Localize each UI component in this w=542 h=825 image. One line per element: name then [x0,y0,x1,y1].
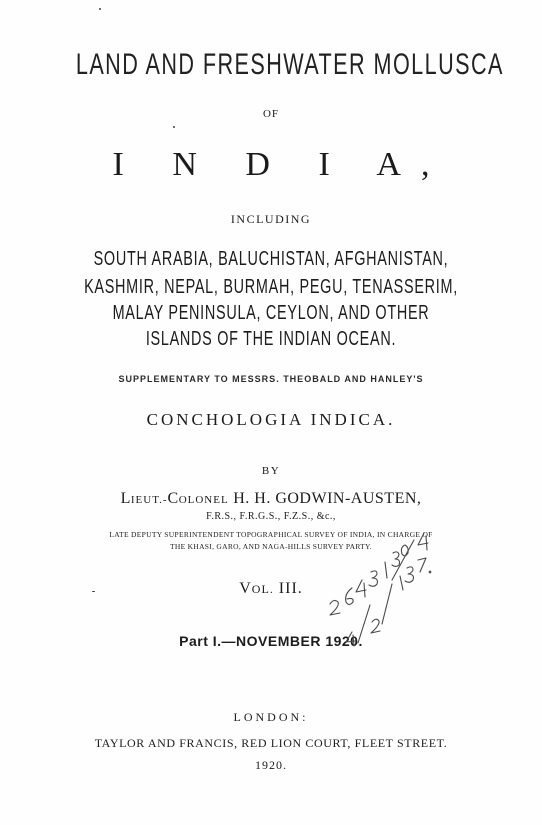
year-label: 1920. [255,758,287,772]
title-of: OF [262,108,280,120]
author-name: H. H. GODWIN-AUSTEN, [233,490,422,507]
volume-initial: V [239,580,252,597]
rank-initial: L [120,490,131,507]
publisher-label: TAYLOR AND FRANCIS, RED LION COURT, FLEET STREET. [94,736,448,750]
supplementary-note: SUPPLEMENTARY TO MESSRS. THEOBALD AND HANLEY'S [118,374,424,384]
part-label: Part I.—NOVEMBER 1920. [179,633,363,649]
country-title: I N D I A, [112,146,450,183]
rank2-initial: C [167,490,179,507]
rank-rest: IEUT.- [130,494,168,506]
volume-number: III. [278,580,303,597]
rank2-rest: OLONEL [178,494,229,506]
volume-rest: OL. [251,582,274,596]
book-title: LAND AND FRESHWATER MOLLUSCA [75,48,504,81]
author-position-line-2: THE KHASI, GARO, AND NAGA-HILLS SURVEY PARTY. [170,542,372,551]
by-label: BY [261,465,281,477]
region-line-1: SOUTH ARABIA, BALUCHISTAN, AFGHANISTAN, [93,248,449,270]
including-label: INCLUDING [230,212,312,226]
region-line-2: KASHMIR, NEPAL, BURMAH, PEGU, TENASSERIM, [84,276,458,298]
author-position-line-1: LATE DEPUTY SUPERINTENDENT TOPOGRAPHICAL SURVEY OF INDIA, IN CHARGE OF [109,530,433,539]
series-title: CONCHOLOGIA INDICA. [146,410,396,429]
region-line-4: ISLANDS OF THE INDIAN OCEAN. [145,328,397,350]
city-label: LONDON: [233,710,309,724]
author-qualifications: F.R.S., F.R.G.S., F.Z.S., &c., [206,511,336,522]
region-line-3: MALAY PENINSULA, CEYLON, AND OTHER [112,302,430,324]
